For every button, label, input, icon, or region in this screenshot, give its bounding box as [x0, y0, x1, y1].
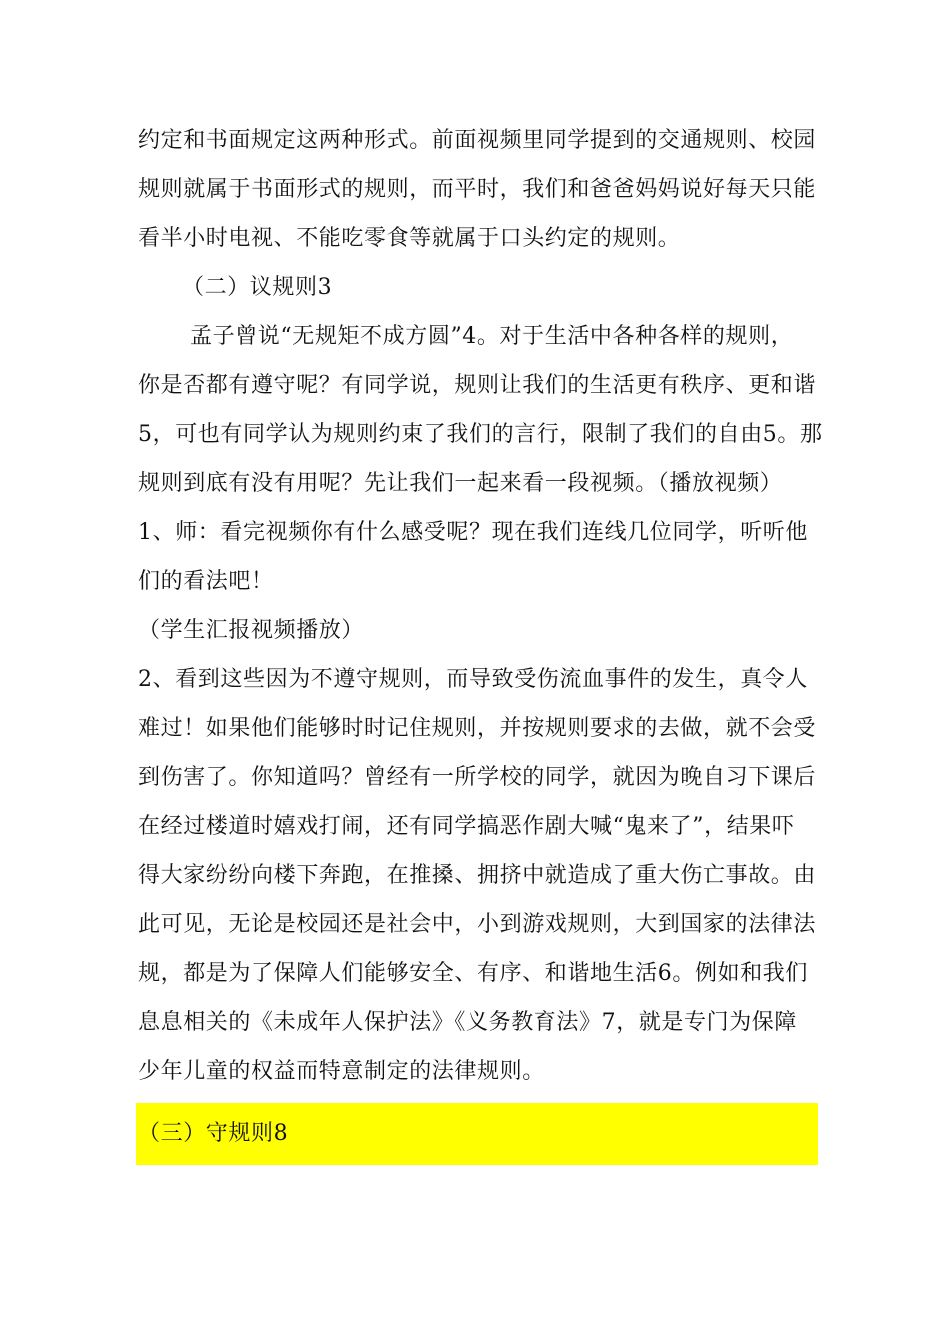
section-heading: （三）守规则8: [138, 1121, 289, 1146]
paragraph-line: 孟子曾说“无规矩不成方圆”4。对于生活中各种各样的规则，: [190, 324, 794, 349]
paragraph-line: （学生汇报视频播放）: [138, 618, 365, 643]
paragraph-line: 息息相关的《未成年人保护法》《义务教育法》7，就是专门为保障: [138, 1010, 797, 1035]
paragraph-line: 规则就属于书面形式的规则，而平时，我们和爸爸妈妈说好每天只能: [138, 177, 817, 202]
paragraph-line: 规，都是为了保障人们能够安全、有序、和谐地生活6。例如和我们: [138, 961, 808, 986]
paragraph-line: 们的看法吧！: [138, 569, 274, 594]
paragraph-line: 到伤害了。你知道吗？曾经有一所学校的同学，就因为晚自习下课后: [138, 765, 817, 790]
paragraph-line: 2、看到这些因为不遵守规则，而导致受伤流血事件的发生，真令人: [138, 667, 808, 692]
paragraph-line: 5，可也有同学认为规则约束了我们的言行，限制了我们的自由5。那: [138, 422, 823, 447]
paragraph-line: 约定和书面规定这两种形式。前面视频里同学提到的交通规则、校园: [138, 128, 817, 153]
paragraph-line: 难过！如果他们能够时时记住规则，并按规则要求的去做，就不会受: [138, 716, 817, 741]
paragraph-line: 看半小时电视、不能吃零食等就属于口头约定的规则。: [138, 226, 681, 251]
document-body: [138, 116, 823, 1096]
paragraph-line: 少年儿童的权益而特意制定的法律规则。: [138, 1059, 545, 1084]
section-heading: （二）议规则3: [182, 275, 333, 300]
paragraph-line: 在经过楼道时嬉戏打闹，还有同学搞恶作剧大喊“鬼来了”，结果吓: [138, 814, 795, 839]
paragraph-line: 你是否都有遵守呢？有同学说，规则让我们的生活更有秩序、更和谐: [138, 373, 817, 398]
paragraph-line: 得大家纷纷向楼下奔跑，在推搡、拥挤中就造成了重大伤亡事故。由: [138, 863, 817, 888]
highlighted-section-heading: [136, 1103, 818, 1165]
paragraph-line: 此可见，无论是校园还是社会中，小到游戏规则，大到国家的法律法: [138, 912, 817, 937]
paragraph-line: 1、师：看完视频你有什么感受呢？现在我们连线几位同学，听听他: [138, 520, 808, 545]
paragraph-line: 规则到底有没有用呢？先让我们一起来看一段视频。（播放视频）: [138, 471, 783, 496]
